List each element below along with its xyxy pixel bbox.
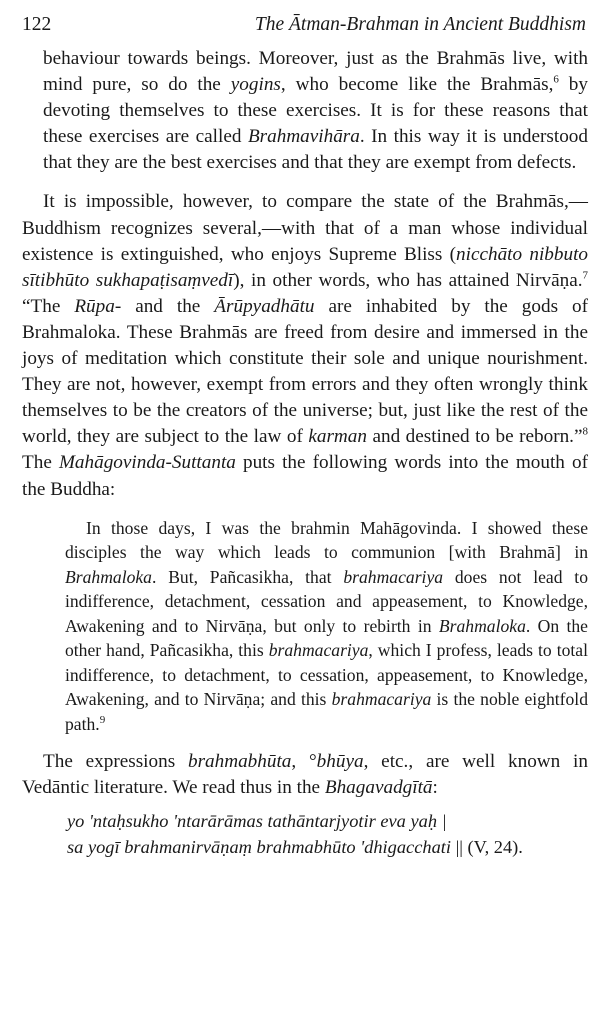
text-run: , °: [291, 751, 317, 773]
page-body: [22, 46, 588, 860]
text-run: by devoting themselves to these exercises. It is for these reasons that these exercises are called: [43, 74, 588, 148]
page-header: [22, 14, 586, 36]
italic-term: brahmacariya: [331, 689, 432, 710]
text-run: puts the following words into the mouth of the Buddha:: [22, 452, 588, 500]
italic-term: Mahāgovinda-Suttanta: [58, 452, 236, 474]
text-run: It is impossible, however, to compare the state of the Brahmās,—Buddhism recognizes several,—with that of a man whose individual existence is extinguished, who enjoys Supreme Bliss (: [22, 191, 588, 265]
italic-term: brahmacariya: [343, 566, 444, 587]
paragraph: [22, 189, 588, 502]
italic-term: brahmacariya: [268, 640, 369, 661]
text-run: , etc., are well known in Vedāntic literature. We read thus in the: [22, 751, 588, 799]
text-run: is the noble eightfold path.: [65, 689, 588, 734]
text-run: . In this way it is understood that they are the best exercises and that they are exempt from defects.: [43, 126, 588, 174]
text-run: , which I profess, leads to total indifference, to detachment, to cessation, appeasement, to Knowledge, Awakening, and to Nirvāṇa; and this: [65, 640, 588, 710]
text-run: , who become like the Brahmās,: [280, 74, 554, 96]
italic-term: brahmabhūta: [187, 751, 292, 773]
italic-term: Ārūpyadhātu: [214, 295, 315, 317]
text-run: The: [22, 452, 59, 474]
footnote-ref: 8: [582, 425, 588, 438]
text-run: does not lead to indifference, detachment, cessation and appeasement, to Knowledge, Awakening and to Nirvāṇa, but only to rebirth in: [65, 566, 588, 636]
text-run: “The: [22, 295, 75, 317]
verse-reference: || (V, 24).: [451, 836, 523, 857]
italic-term: Rūpa: [74, 295, 115, 317]
italic-term: Brahmaloka: [438, 615, 526, 636]
italic-term: bhūya: [316, 751, 364, 773]
text-run: behaviour towards beings. Moreover, just as the Brahmās live, with mind pure, so do the: [43, 48, 588, 96]
footnote-ref: 6: [553, 73, 559, 86]
italic-term: Brahmaloka: [65, 566, 152, 587]
page-number: 122: [22, 14, 52, 35]
italic-term: karman: [308, 426, 367, 448]
italic-term: yogins: [230, 74, 281, 96]
footnote-ref: 9: [99, 713, 106, 726]
sanskrit-verse: [67, 809, 588, 860]
text-run: ), in other words, who has attained Nirvāṇa.: [233, 269, 583, 291]
running-title: The Ātman-Brahman in Ancient Buddhism: [254, 14, 586, 35]
italic-term: Bhagavadgītā: [324, 777, 433, 799]
verse-line-1: yo 'ntaḥsukho 'ntarārāmas tathāntarjyotir eva yaḥ |: [67, 811, 447, 832]
paragraph: [22, 749, 588, 801]
paragraph-continued: [22, 46, 588, 176]
verse-text: sa yogī brahmanirvāṇaṃ brahmabhūto 'dhigacchati: [67, 836, 451, 857]
block-quote: [65, 516, 588, 737]
text-run: . But, Pañcasikha, that: [151, 566, 344, 587]
text-run: are inhabited by the gods of Brahmaloka. These Brahmās are freed from desire and immersed in the joys of meditation which constitute their sole and unique nourishment. They are not, however, exempt from errors and they often wrongly think themselves to be the creators of the universe; but, just like the rest of the world, they are subject to the law of: [22, 295, 588, 448]
italic-term: Brahmavihāra: [247, 126, 360, 148]
quote-paragraph: [65, 516, 588, 737]
text-run: :: [432, 777, 438, 799]
text-run: The expressions: [43, 751, 188, 773]
text-run: In those days, I was the brahmin Mahāgovinda. I showed these disciples the way which leads to communion [with Brahmā] in: [65, 517, 588, 563]
text-run: . On the other hand, Pañcasikha, this: [65, 615, 588, 661]
footnote-ref: 7: [582, 269, 589, 282]
verse-line-2: [67, 835, 588, 861]
italic-term: nicchāto nibbuto sītibhūto sukhapaṭisaṃvedī: [22, 243, 588, 291]
text-run: - and the: [114, 295, 215, 317]
text-run: and destined to be reborn.”: [366, 426, 583, 448]
